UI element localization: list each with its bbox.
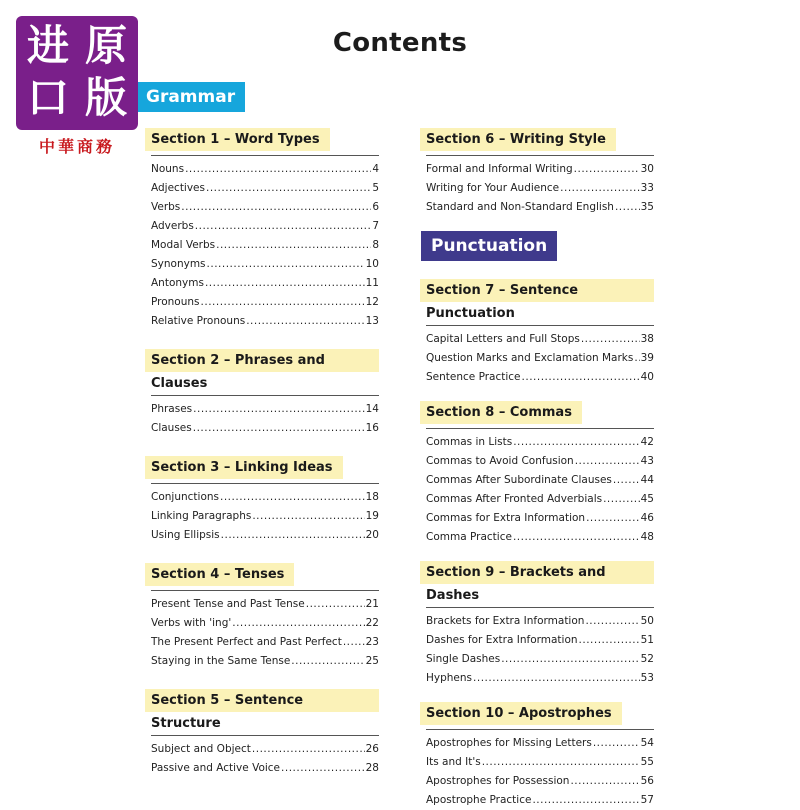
section-heading: Section 9 – Brackets and Dashes [420, 561, 654, 584]
toc-entry[interactable] [151, 312, 379, 331]
dot-leader [343, 633, 365, 652]
toc-entry[interactable] [151, 526, 379, 545]
toc-entry[interactable] [151, 759, 379, 778]
toc-entry[interactable] [151, 614, 379, 633]
toc-entry[interactable] [426, 160, 654, 179]
entry-page: 18 [365, 491, 379, 503]
dot-leader [232, 614, 364, 633]
logo-subtitle: 中華商務 [38, 137, 115, 156]
entry-title: Subject and Object [151, 743, 251, 755]
toc-right-column [426, 128, 654, 810]
entry-title: Linking Paragraphs [151, 510, 252, 522]
toc-entry[interactable] [426, 452, 654, 471]
dot-leader [581, 330, 640, 349]
toc-entry[interactable] [426, 433, 654, 452]
entry-page: 39 [640, 352, 654, 364]
toc-section [426, 128, 654, 217]
entry-page: 38 [640, 333, 654, 345]
grammar-tab: Grammar [138, 82, 245, 112]
entry-title: Nouns [151, 163, 185, 175]
entry-page: 55 [640, 756, 654, 768]
dot-leader [195, 217, 372, 236]
entry-title: Brackets for Extra Information [426, 615, 585, 627]
dot-leader [579, 631, 640, 650]
toc-entry[interactable] [151, 595, 379, 614]
section-divider [426, 325, 654, 326]
dot-leader [473, 669, 640, 688]
dot-leader [603, 490, 640, 509]
toc-entry[interactable] [426, 471, 654, 490]
toc-section [151, 128, 379, 331]
entry-page: 11 [365, 277, 379, 289]
toc-entry[interactable] [151, 293, 379, 312]
page-title: Contents [332, 28, 468, 58]
entry-title: Commas to Avoid Confusion [426, 455, 574, 467]
entry-page: 42 [640, 436, 654, 448]
toc-entry[interactable] [426, 631, 654, 650]
entry-title: Synonyms [151, 258, 206, 270]
toc-entry[interactable] [426, 509, 654, 528]
section-heading: Section 10 – Apostrophes [420, 702, 622, 725]
dot-leader [615, 198, 640, 217]
logo-char: 原 [84, 21, 127, 70]
entry-page: 20 [365, 529, 379, 541]
entry-title: Relative Pronouns [151, 315, 246, 327]
toc-entry[interactable] [151, 633, 379, 652]
entry-title: Comma Practice [426, 531, 512, 543]
toc-entry[interactable] [426, 772, 654, 791]
dot-leader [532, 791, 639, 810]
entry-page: 35 [640, 201, 654, 213]
dot-leader [585, 612, 639, 631]
entry-page: 48 [640, 531, 654, 543]
toc-entry[interactable] [151, 217, 379, 236]
section-divider [426, 155, 654, 156]
entry-title: Clauses [151, 422, 192, 434]
toc-section [151, 456, 379, 545]
section-divider [151, 155, 379, 156]
section-heading: Section 7 – Sentence Punctuation [420, 279, 654, 302]
entry-title: Apostrophes for Possession [426, 775, 570, 787]
toc-section [426, 401, 654, 547]
dot-leader [185, 160, 371, 179]
toc-entry[interactable] [426, 650, 654, 669]
entry-page: 46 [640, 512, 654, 524]
dot-leader [634, 349, 639, 368]
entry-title: The Present Perfect and Past Perfect [151, 636, 342, 648]
toc-left-column [151, 128, 379, 778]
entry-page: 54 [640, 737, 654, 749]
toc-section [151, 689, 379, 778]
entry-title: Passive and Active Voice [151, 762, 281, 774]
dot-leader [306, 595, 365, 614]
punctuation-tab: Punctuation [421, 231, 557, 261]
entry-page: 8 [372, 239, 379, 251]
entry-page: 28 [365, 762, 379, 774]
toc-section [426, 702, 654, 810]
entry-page: 14 [365, 403, 379, 415]
toc-entry[interactable] [426, 669, 654, 688]
toc-entry[interactable] [151, 740, 379, 759]
toc-entry[interactable] [151, 274, 379, 293]
dot-leader [513, 528, 640, 547]
entry-page: 44 [640, 474, 654, 486]
dot-leader [181, 198, 371, 217]
dot-leader [281, 759, 365, 778]
toc-entry[interactable] [151, 255, 379, 274]
section-divider [426, 428, 654, 429]
entry-title: Formal and Informal Writing [426, 163, 573, 175]
entry-page: 52 [640, 653, 654, 665]
dot-leader [246, 312, 364, 331]
entry-title: Conjunctions [151, 491, 219, 503]
entry-title: Apostrophe Practice [426, 794, 532, 806]
toc-entry[interactable] [426, 490, 654, 509]
entry-title: Single Dashes [426, 653, 501, 665]
entry-title: Hyphens [426, 672, 473, 684]
dot-leader [291, 652, 364, 671]
entry-page: 7 [372, 220, 379, 232]
entry-page: 22 [365, 617, 379, 629]
entry-page: 57 [640, 794, 654, 806]
entry-page: 19 [365, 510, 379, 522]
toc-entry[interactable] [151, 419, 379, 438]
toc-entry[interactable] [426, 368, 654, 387]
dot-leader [560, 179, 639, 198]
dot-leader [193, 419, 365, 438]
entry-title: Adjectives [151, 182, 205, 194]
dot-leader [252, 740, 365, 759]
entry-title: Phrases [151, 403, 193, 415]
toc-entry[interactable] [151, 160, 379, 179]
dot-leader [574, 160, 640, 179]
section-heading: Section 4 – Tenses [145, 563, 294, 586]
toc-section [426, 279, 654, 387]
entry-title: Verbs [151, 201, 181, 213]
entry-title: Its and It's [426, 756, 481, 768]
entry-title: Sentence Practice [426, 371, 521, 383]
entry-page: 5 [372, 182, 379, 194]
section-heading: Section 6 – Writing Style [420, 128, 616, 151]
entry-page: 30 [640, 163, 654, 175]
entry-page: 10 [365, 258, 379, 270]
entry-title: Commas for Extra Information [426, 512, 586, 524]
entry-page: 43 [640, 455, 654, 467]
section-divider [426, 729, 654, 730]
entry-page: 56 [640, 775, 654, 787]
dot-leader [207, 255, 365, 274]
dot-leader [593, 734, 640, 753]
dot-leader [193, 400, 364, 419]
toc-entry[interactable] [151, 198, 379, 217]
toc-entry[interactable] [151, 488, 379, 507]
toc-entry[interactable] [426, 179, 654, 198]
entry-title: Apostrophes for Missing Letters [426, 737, 592, 749]
entry-page: 21 [365, 598, 379, 610]
entry-page: 6 [372, 201, 379, 213]
entry-title: Adverbs [151, 220, 194, 232]
entry-page: 45 [640, 493, 654, 505]
entry-title: Using Ellipsis [151, 529, 220, 541]
dot-leader [586, 509, 640, 528]
entry-page: 13 [365, 315, 379, 327]
entry-page: 12 [365, 296, 379, 308]
section-divider [151, 590, 379, 591]
logo-char: 口 [26, 73, 69, 122]
section-divider [151, 483, 379, 484]
toc-entry[interactable] [151, 652, 379, 671]
dot-leader [201, 293, 365, 312]
dot-leader [252, 507, 364, 526]
toc-entry[interactable] [426, 198, 654, 217]
entry-title: Standard and Non-Standard English [426, 201, 614, 213]
entry-title: Staying in the Same Tense [151, 655, 291, 667]
entry-title: Commas After Fronted Adverbials [426, 493, 603, 505]
section-heading: Section 8 – Commas [420, 401, 582, 424]
entry-title: Capital Letters and Full Stops [426, 333, 580, 345]
entry-title: Modal Verbs [151, 239, 216, 251]
toc-entry[interactable] [426, 791, 654, 810]
section-divider [151, 395, 379, 396]
entry-title: Verbs with 'ing' [151, 617, 232, 629]
toc-section [151, 563, 379, 671]
dot-leader [613, 471, 640, 490]
entry-page: 4 [372, 163, 379, 175]
entry-page: 26 [365, 743, 379, 755]
toc-entry[interactable] [151, 507, 379, 526]
logo-char: 进 [26, 21, 69, 70]
section-heading: Section 1 – Word Types [145, 128, 330, 151]
dot-leader [482, 753, 640, 772]
toc-section [151, 349, 379, 438]
entry-page: 53 [640, 672, 654, 684]
dot-leader [206, 179, 371, 198]
entry-page: 50 [640, 615, 654, 627]
toc-entry[interactable] [426, 528, 654, 547]
entry-title: Pronouns [151, 296, 200, 308]
entry-page: 33 [640, 182, 654, 194]
entry-title: Antonyms [151, 277, 204, 289]
section-heading: Section 3 – Linking Ideas [145, 456, 343, 479]
dot-leader [522, 368, 640, 387]
entry-page: 23 [365, 636, 379, 648]
dot-leader [220, 488, 365, 507]
toc-entry[interactable] [426, 753, 654, 772]
toc-entry[interactable] [426, 734, 654, 753]
dot-leader [575, 452, 640, 471]
entry-title: Dashes for Extra Information [426, 634, 578, 646]
entry-title: Commas After Subordinate Clauses [426, 474, 612, 486]
entry-title: Commas in Lists [426, 436, 513, 448]
toc-entry[interactable] [151, 400, 379, 419]
dot-leader [570, 772, 639, 791]
toc-entry[interactable] [426, 349, 654, 368]
toc-entry[interactable] [151, 236, 379, 255]
dot-leader [513, 433, 639, 452]
logo-char: 版 [84, 73, 127, 122]
dot-leader [216, 236, 371, 255]
dot-leader [221, 526, 365, 545]
dot-leader [205, 274, 365, 293]
section-heading: Section 5 – Sentence Structure [145, 689, 379, 712]
entry-page: 25 [365, 655, 379, 667]
section-heading: Section 2 – Phrases and Clauses [145, 349, 379, 372]
entry-page: 51 [640, 634, 654, 646]
section-divider [426, 607, 654, 608]
toc-entry[interactable] [426, 330, 654, 349]
entry-title: Writing for Your Audience [426, 182, 560, 194]
entry-title: Question Marks and Exclamation Marks [426, 352, 634, 364]
section-divider [151, 735, 379, 736]
toc-section [426, 561, 654, 688]
entry-page: 16 [365, 422, 379, 434]
entry-title: Present Tense and Past Tense [151, 598, 305, 610]
dot-leader [501, 650, 639, 669]
toc-entry[interactable] [151, 179, 379, 198]
toc-entry[interactable] [426, 612, 654, 631]
entry-page: 40 [640, 371, 654, 383]
